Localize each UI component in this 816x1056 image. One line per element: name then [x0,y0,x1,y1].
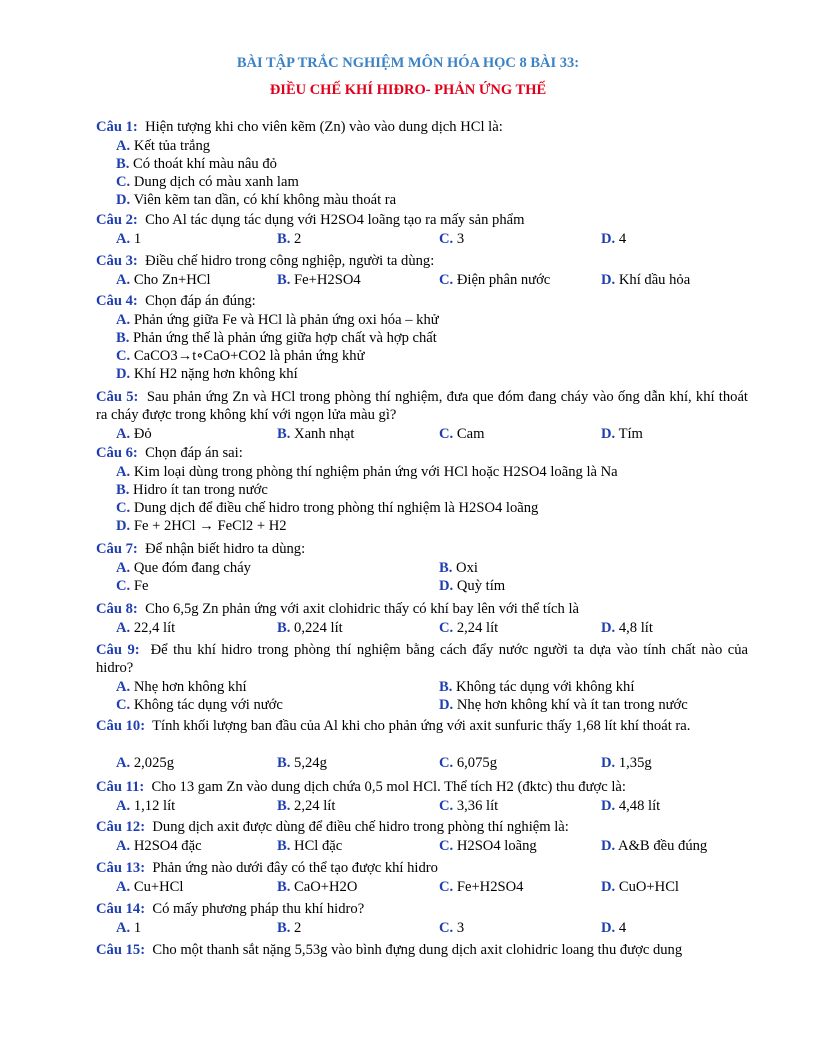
option-b[interactable] [277,271,361,289]
option-text: Cho Zn+HCl [130,272,211,288]
question-text: Phản ứng nào dưới đây có thể tạo được khí hidro [145,860,438,876]
option-letter: C. [439,879,454,895]
question-13 [96,859,438,877]
option-c[interactable] [116,173,299,191]
option-letter: A. [116,838,131,854]
question-text: Cho 6,5g Zn phản ứng với axit clohidric thấy có khí bay lên với thể tích là [137,601,579,617]
option-letter: B. [277,231,291,247]
question-12 [96,818,569,836]
option-letter: C. [439,838,454,854]
option-text: Hidro ít tan trong nước [129,482,268,498]
option-letter: C. [116,348,131,364]
option-d[interactable] [439,696,688,714]
option-text: 0,224 lít [290,620,343,636]
question-10 [96,717,748,735]
option-letter: B. [277,620,291,636]
option-text: 4 [615,920,627,936]
option-d[interactable] [601,754,652,772]
question-text: Có mấy phương pháp thu khí hidro? [145,901,365,917]
option-b[interactable] [277,754,327,772]
option-text: Đỏ [130,426,152,442]
option-c[interactable] [439,271,550,289]
option-letter: B. [439,560,453,576]
option-b[interactable] [277,425,354,443]
option-text: 2,025g [130,755,174,771]
document-title: BÀI TẬP TRẮC NGHIỆM MÔN HÓA HỌC 8 BÀI 33: [236,55,580,71]
option-letter: B. [116,330,130,346]
option-letter: C. [439,798,454,814]
option-b[interactable] [277,919,301,937]
option-text: Khí H2 nặng hơn không khí [130,366,298,382]
option-letter: B. [116,156,130,172]
option-d[interactable] [116,365,298,383]
option-letter: B. [277,798,291,814]
option-text: 4 [615,231,627,247]
question-6 [96,444,243,462]
option-letter: A. [116,755,131,771]
option-text: Fe [130,578,149,594]
question-text: Cho 13 gam Zn vào dung dịch chứa 0,5 mol HCl. Thể tích H2 (đktc) thu được là: [144,779,626,795]
option-letter: D. [116,518,131,534]
option-d[interactable] [601,425,643,443]
option-a[interactable] [116,919,141,937]
option-text: 4,48 lít [615,798,661,814]
option-d[interactable] [601,919,626,937]
question-number: Câu 1: [96,119,138,135]
option-text: A&B đều đúng [615,838,708,854]
question-number: Câu 2: [96,212,138,228]
question-5 [96,388,748,424]
option-text: 2 [290,920,302,936]
question-15 [96,941,682,959]
option-b[interactable] [277,230,301,248]
option-b[interactable] [439,678,634,696]
option-d[interactable] [601,271,690,289]
option-b[interactable] [116,155,277,173]
option-letter: A. [116,138,131,154]
question-text: Cho một thanh sắt nặng 5,53g vào bình đựng dung dịch axit clohidric loang thu được dung [145,942,683,958]
question-number: Câu 5: [96,389,139,405]
option-letter: C. [439,620,454,636]
option-letter: C. [439,755,454,771]
option-text: Dung dịch có màu xanh lam [130,174,299,190]
option-text: Nhẹ hơn không khí [130,679,247,695]
option-text: CaCO3→t∘CaO+CO2 là phản ứng khử [130,348,365,364]
option-letter: D. [601,755,616,771]
option-text: Quỳ tím [453,578,506,594]
option-a[interactable] [116,559,251,577]
option-c[interactable] [116,696,283,714]
question-text: Chọn đáp án đúng: [137,293,256,309]
question-number: Câu 8: [96,601,138,617]
option-letter: D. [601,920,616,936]
option-letter: D. [601,798,616,814]
option-letter: C. [439,920,454,936]
option-letter: C. [439,231,454,247]
option-text: H2SO4 đặc [130,838,202,854]
option-letter: A. [116,679,131,695]
option-d[interactable] [601,619,653,637]
question-number: Câu 14: [96,901,146,917]
option-letter: D. [116,366,131,382]
option-text: 3 [453,231,465,247]
option-c[interactable] [439,425,484,443]
option-letter: B. [277,879,291,895]
option-a[interactable] [116,311,439,329]
option-text: Phản ứng giữa Fe và HCl là phản ứng oxi hóa – khử [130,312,439,328]
option-letter: D. [116,192,131,208]
option-d[interactable] [116,191,396,209]
option-text: CaO+H2O [290,879,358,895]
option-text: 4,8 lít [615,620,653,636]
option-letter: A. [116,920,131,936]
option-a[interactable] [116,754,174,772]
option-c[interactable] [116,499,538,517]
option-letter: D. [601,231,616,247]
option-text: Cu+HCl [130,879,184,895]
option-text: 1,35g [615,755,652,771]
option-d[interactable] [116,517,287,535]
option-text: Xanh nhạt [290,426,355,442]
option-text: 2,24 lít [453,620,499,636]
option-text: Điện phân nước [453,272,551,288]
option-text: 1 [130,231,142,247]
option-d[interactable] [601,878,679,896]
option-text: Fe+H2SO4 [453,879,524,895]
question-number: Câu 15: [96,942,146,958]
option-text: 22,4 lít [130,620,176,636]
question-11 [96,778,626,796]
option-text: 6,075g [453,755,497,771]
option-b[interactable] [277,797,335,815]
question-number: Câu 11: [96,779,145,795]
option-text: Kết tủa trắng [130,138,211,154]
option-a[interactable] [116,137,210,155]
question-number: Câu 9: [96,642,140,658]
option-text: Que đóm đang cháy [130,560,251,576]
option-text: Khí dầu hỏa [615,272,691,288]
option-a[interactable] [116,425,152,443]
option-letter: C. [116,697,131,713]
option-text: Không tác dụng với nước [130,697,283,713]
option-c[interactable] [439,837,537,855]
option-letter: B. [277,426,291,442]
option-c[interactable] [439,230,464,248]
question-text: Chọn đáp án sai: [137,445,243,461]
option-letter: A. [116,272,131,288]
option-letter: B. [116,482,130,498]
option-letter: D. [439,578,454,594]
option-text: Dung dịch để điều chế hidro trong phòng thí nghiệm là H2SO4 loãng [130,500,539,516]
option-c[interactable] [116,347,365,365]
option-letter: B. [277,755,291,771]
option-letter: D. [439,697,454,713]
option-text: Tím [615,426,643,442]
question-number: Câu 3: [96,253,138,269]
option-letter: A. [116,426,131,442]
option-letter: A. [116,560,131,576]
option-a[interactable] [116,837,202,855]
option-a[interactable] [116,678,247,696]
option-letter: A. [116,464,131,480]
option-d[interactable] [601,797,660,815]
question-number: Câu 7: [96,541,138,557]
question-9 [96,641,748,677]
option-a[interactable] [116,271,211,289]
question-text: Để thu khí hidro trong phòng thí nghiệm bằng cách đẩy nước người ta dựa vào tính chất nào của hidro? [96,642,748,676]
question-4 [96,292,256,310]
option-c[interactable] [116,577,148,595]
option-letter: C. [116,578,131,594]
option-text: Nhẹ hơn không khí và ít tan trong nước [453,697,688,713]
option-letter: B. [277,272,291,288]
option-c[interactable] [439,754,497,772]
question-7 [96,540,305,558]
option-letter: A. [116,879,131,895]
option-letter: A. [116,798,131,814]
question-text: Cho Al tác dụng tác dụng với H2SO4 loãng tạo ra mấy sản phẩm [137,212,525,228]
option-letter: A. [116,620,131,636]
option-letter: D. [601,620,616,636]
option-b[interactable] [116,329,437,347]
option-b[interactable] [277,619,343,637]
option-d[interactable] [601,837,707,855]
question-number: Câu 6: [96,445,138,461]
option-text: H2SO4 loãng [453,838,537,854]
option-letter: D. [601,879,616,895]
option-text: Oxi [452,560,478,576]
option-text: CuO+HCl [615,879,679,895]
option-letter: B. [277,920,291,936]
question-number: Câu 4: [96,293,138,309]
question-number: Câu 10: [96,718,146,734]
option-a[interactable] [116,463,618,481]
option-d[interactable] [439,577,505,595]
question-14 [96,900,364,918]
option-letter: B. [277,838,291,854]
option-text: HCl đặc [290,838,343,854]
question-1 [96,118,503,136]
option-letter: A. [116,312,131,328]
option-a[interactable] [116,878,183,896]
option-c[interactable] [439,797,498,815]
option-text: Cam [453,426,485,442]
option-text: 2 [290,231,302,247]
option-letter: C. [116,500,131,516]
option-c[interactable] [439,919,464,937]
option-letter: C. [116,174,131,190]
question-text: Tính khối lượng ban đầu của Al khi cho phản ứng với axit sunfuric thấy 1,68 lít khí thoát ra. [145,718,691,734]
option-text: 3 [453,920,465,936]
option-b[interactable] [277,878,357,896]
question-text: Dung dịch axit được dùng để điều chế hidro trong phòng thí nghiệm là: [145,819,569,835]
option-letter: A. [116,231,131,247]
option-d[interactable] [601,230,626,248]
option-text: Fe+H2SO4 [290,272,361,288]
option-c[interactable] [439,619,498,637]
option-b[interactable] [277,837,342,855]
option-text: 3,36 lít [453,798,499,814]
question-2 [96,211,524,229]
question-text: Sau phản ứng Zn và HCl trong phòng thí nghiệm, đưa que đóm đang cháy vào ống dẫn khí, khí thoát ra cháy được trong không khí với ngọn lửa màu gì? [96,389,748,423]
question-8 [96,600,579,618]
question-number: Câu 13: [96,860,146,876]
option-letter: D. [601,426,616,442]
option-a[interactable] [116,230,141,248]
option-letter: D. [601,838,616,854]
option-b[interactable] [439,559,478,577]
question-number: Câu 12: [96,819,146,835]
option-letter: D. [601,272,616,288]
option-text: Kim loại dùng trong phòng thí nghiệm phản ứng với HCl hoặc H2SO4 loãng là Na [130,464,618,480]
option-b[interactable] [116,481,268,499]
option-a[interactable] [116,619,175,637]
option-text: Có thoát khí màu nâu đỏ [129,156,277,172]
option-text: 1,12 lít [130,798,176,814]
option-text: Không tác dụng với không khí [452,679,635,695]
option-letter: C. [439,272,454,288]
option-text: 2,24 lít [290,798,336,814]
document-subtitle: ĐIỀU CHẾ KHÍ HIĐRO- PHẢN ỨNG THẾ [269,82,547,98]
option-text: Fe + 2HCl → FeCl2 + H2 [130,518,287,534]
question-text: Để nhận biết hidro ta dùng: [137,541,306,557]
question-text: Điều chế hidro trong công nghiệp, người ta dùng: [137,253,435,269]
option-text: 5,24g [290,755,327,771]
option-text: Phản ứng thế là phản ứng giữa hợp chất và hợp chất [129,330,437,346]
question-3 [96,252,434,270]
question-text: Hiện tượng khi cho viên kẽm (Zn) vào vào dung dịch HCl là: [137,119,503,135]
option-text: Viên kẽm tan dần, có khí không màu thoát ra [130,192,397,208]
option-letter: C. [439,426,454,442]
option-c[interactable] [439,878,523,896]
option-text: 1 [130,920,142,936]
option-letter: B. [439,679,453,695]
option-a[interactable] [116,797,175,815]
